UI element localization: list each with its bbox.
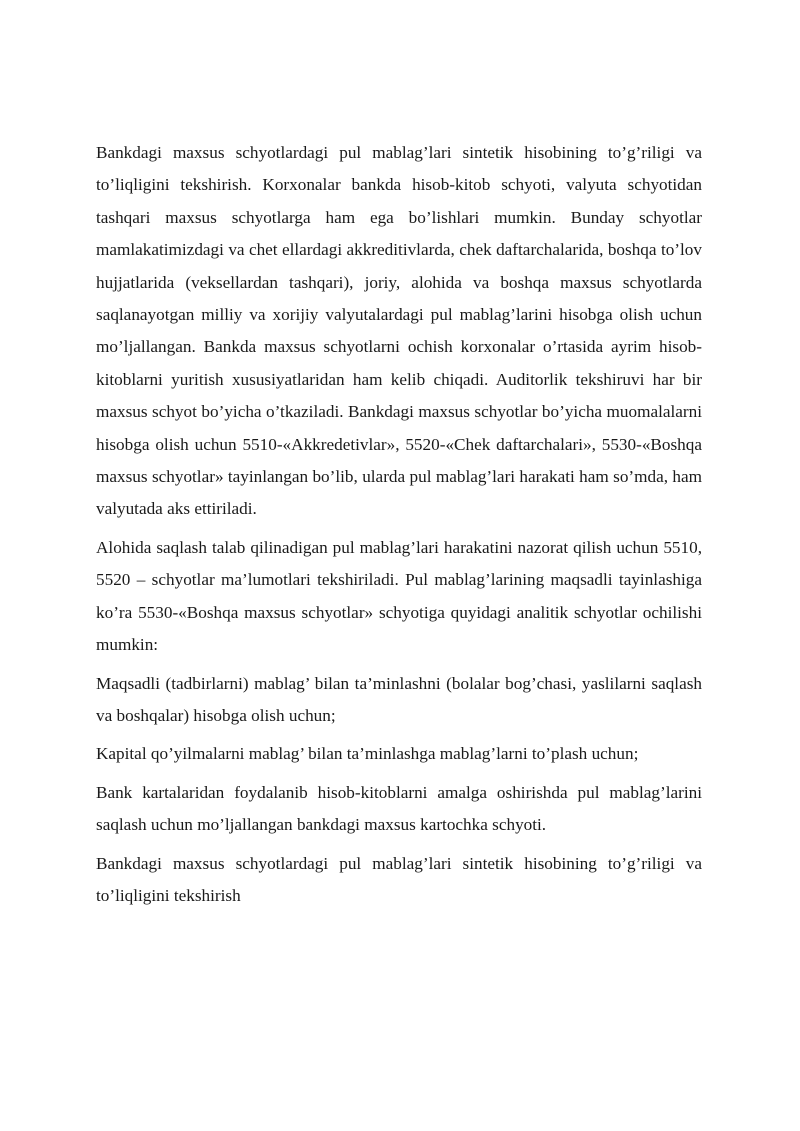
paragraph-capital-investment: Kapital qo’yilmalarni mablag’ bilan ta’minlashga mablag’larni to’plash uchun; bbox=[96, 744, 639, 764]
document-page bbox=[96, 137, 702, 918]
paragraph-intro: Bankdagi maxsus schyotlardagi pul mablag’lari sintetik hisobining to’g’riligi va to’liqligini tekshirish. Korxonalar bankda hisob-kitob schyoti, valyuta schyotidan tashqari maxsus schyotlarga ham ega bo’lishlari mumkin. Bunday schyotlar mamlakatimizdagi va chet ellardagi akkreditivlarda, chek daftarchalarida, boshqa to’lov hujjatlarida (veksellardan tashqari), joriy, alohida va boshqa maxsus schyotlarda saqlanayotgan milliy va xorijiy valyutalardagi pul mablag’larini hisobga olish uchun mo’ljallangan. Bankda maxsus schyotlarni ochish korxonalar o’rtasida ayrim hisob-kitoblarni yuritish xususiyatlaridan ham kelib chiqadi. Auditorlik tekshiruvi har bir maxsus schyot bo’yicha o’tkaziladi. Bankdagi maxsus schyotlar bo’yicha muomalalarni hisobga olish uchun 5510-«Akkredetivlar», 5520-«Chek daftarchalari», 5530-«Boshqa maxsus schyotlar» tayinlangan bo’lib, ularda pul mablag’lari harakati ham so’mda, ham valyutada aks ettiriladi. bbox=[96, 143, 702, 519]
paragraph-targeted-funding: Maqsadli (tadbirlarni) mablag’ bilan ta’minlashni (bolalar bog’chasi, yaslilarni saqlash va boshqalar) hisobga olish uchun; bbox=[96, 673, 702, 725]
paragraph-separate-storage: Alohida saqlash talab qilinadigan pul mablag’lari harakatini nazorat qilish uchun 5510, 5520 – schyotlar ma’lumotlari tekshiriladi. Pul mablag’larining maqsadli tayinlashiga ko’ra 5530-«Boshqa maxsus schyotlar» schyotiga quyidagi analitik schyotlar ochilishi mumkin: bbox=[96, 537, 702, 655]
paragraph-bank-cards: Bank kartalaridan foydalanib hisob-kitoblarni amalga oshirishda pul mablag’larini saqlash uchun mo’ljallangan bankdagi maxsus kartochka schyoti. bbox=[96, 782, 702, 835]
paragraph-closing-heading: Bankdagi maxsus schyotlardagi pul mablag’lari sintetik hisobining to’g’riligi va to’liqligini tekshirish bbox=[96, 853, 702, 905]
